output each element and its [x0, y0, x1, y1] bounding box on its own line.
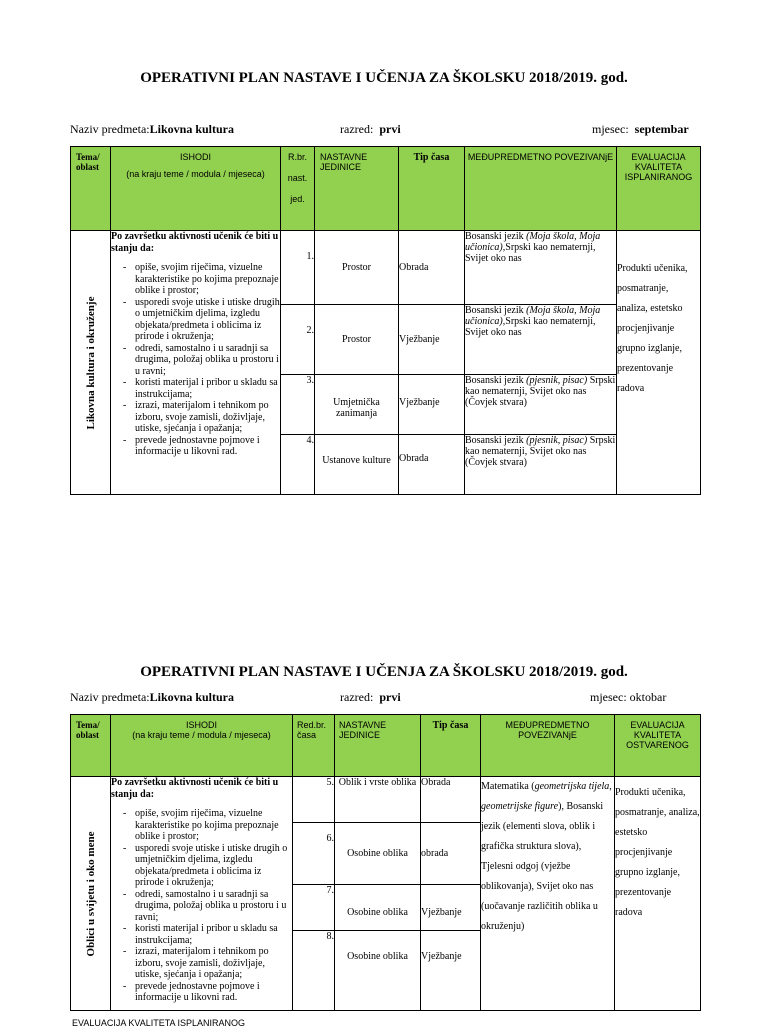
tip-cell: Obrada — [399, 435, 465, 495]
row-number: 1. — [281, 231, 315, 305]
list-item: - koristi materijal i pribor u skladu sa instrukcijama; — [135, 377, 280, 400]
header-tema: Tema/ oblast — [71, 715, 111, 777]
unit-cell: Osobine oblika — [335, 823, 421, 885]
medj-text: ,Srpski kao nematernji, Svijet oko nas — [465, 242, 596, 264]
header-row — [71, 715, 701, 777]
list-item: - opiše, svojim riječima, vizuelne karakteristike po kojima prepoznaje oblike i prostor; — [135, 808, 292, 843]
tip-cell: Vježbanje — [421, 931, 481, 1011]
subject-label: Naziv predmeta: — [70, 122, 150, 136]
row-number: 8. — [293, 931, 335, 1011]
table-row — [71, 231, 701, 305]
tip-cell: obrada — [421, 823, 481, 885]
medj-text: Bosanski jezik — [465, 435, 527, 446]
unit-cell: Prostor — [315, 305, 399, 375]
month-line — [590, 690, 666, 705]
ishodi-list — [111, 808, 292, 1004]
month-label: mjesec: — [592, 122, 629, 136]
ishodi-cell — [111, 777, 293, 1011]
ishodi-cell — [111, 231, 281, 495]
header-ishodi-title: ISHODI — [179, 152, 211, 162]
list-item: - koristi materijal i pribor u skladu sa instrukcijama; — [135, 923, 292, 946]
ishodi-intro: Po završetku aktivnosti učenik će biti u stanju da: — [111, 231, 279, 254]
list-item: - izrazi, materijalom i tehnikom po izboru, svoje zamisli, doživljaje, utiske, sjećanja i opažanja; — [135, 946, 292, 981]
subject-value: Likovna kultura — [149, 690, 235, 704]
medj-text: Srpski kao nematernji, Svijet oko nas (Čovjek stvara) — [465, 375, 616, 408]
row-number: 4. — [281, 435, 315, 495]
subject-value: Likovna kultura — [149, 122, 235, 136]
medj-text: Bosanski jezik — [465, 305, 527, 316]
row-number: 3. — [281, 375, 315, 435]
medj-italic: geometrijska tijela, geometrijske figure — [481, 781, 612, 812]
ishodi-intro: Po završetku aktivnosti učenik će biti u stanju da: — [111, 777, 279, 800]
theme-cell — [71, 231, 111, 495]
grade-label: razred: — [340, 122, 374, 136]
evaluation-cell: Produkti učenika, posmatranje, analiza, estetsko procjenjivanje grupno izglanje, prezentovanje radova — [617, 231, 701, 495]
header-tip: Tip časa — [399, 147, 465, 231]
header-rbr — [281, 147, 315, 231]
grade-label: razred: — [340, 690, 374, 704]
plan-table-october — [70, 714, 701, 1011]
unit-cell: Osobine oblika — [335, 885, 421, 931]
subject-label: Naziv predmeta: — [70, 690, 150, 704]
tip-cell: Vježbanje — [421, 885, 481, 931]
grade-line — [340, 122, 401, 137]
unit-cell: Osobine oblika — [335, 931, 421, 1011]
list-item: - opiše, svojim riječima, vizuelne karakteristike po kojima prepoznaje oblike i prostor; — [135, 262, 280, 297]
list-item: - prevede jednostavne pojmove i informacije u likovni rad. — [135, 981, 292, 1004]
header-rbr-2: nast. — [287, 173, 308, 183]
medj-cell — [481, 777, 615, 1011]
row-number: 6. — [293, 823, 335, 885]
header-rbr-3: jed. — [290, 194, 305, 204]
medj-cell — [465, 305, 617, 375]
row-number: 5. — [293, 777, 335, 823]
medj-cell — [465, 231, 617, 305]
list-item: - usporedi svoje utiske i utiske drugih o umjetničkim djelima, izgledu objekata/predmeta i oblicima iz prirode i okruženja; — [135, 843, 292, 889]
header-tip: Tip časa — [421, 715, 481, 777]
medj-text: ), Bosanski jezik (elementi slova, oblik i grafička struktura slova), Tjelesni odgoj (vježbe oblikovanja), Svijet oko nas (uočavanje različitih oblika u okruženju) — [481, 801, 604, 932]
plan-title-october: OPERATIVNI PLAN NASTAVE I UČENJA ZA ŠKOLSKU 2018/2019. god. — [140, 664, 628, 680]
header-medj: MEĐUPREDMETNO POVEZIVANjE — [481, 715, 615, 777]
grade-line — [340, 690, 401, 705]
medj-cell — [465, 375, 617, 435]
header-nastavne: NASTAVNE JEDINICE — [315, 147, 399, 231]
header-medj: MEĐUPREDMETNO POVEZIVANjE — [465, 147, 617, 231]
tip-cell: Vježbanje — [399, 375, 465, 435]
medj-text: ,Srpski kao nematernji, Svijet oko nas — [465, 316, 596, 338]
row-number: 2. — [281, 305, 315, 375]
list-item: - izrazi, materijalom i tehnikom po izboru, svoje zamisli, doživljaje, utiske, sjećanja i opažanja; — [135, 400, 280, 435]
header-eval: EVALUACIJA KVALITETA ISPLANIRANOG — [617, 147, 701, 231]
list-item: - prevede jednostavne pojmove i informacije u likovni rad. — [135, 435, 280, 458]
theme-label: Oblici u svijetu i oko mene — [84, 831, 97, 956]
plan-table-september — [70, 146, 701, 495]
bottom-note: EVALUACIJA KVALITETA ISPLANIRANOG — [72, 1018, 246, 1028]
month-line — [592, 122, 689, 137]
medj-text: Bosanski jezik — [465, 375, 527, 386]
ishodi-list — [111, 262, 280, 458]
header-row — [71, 147, 701, 231]
header-rbr: Red.br. časa — [293, 715, 335, 777]
medj-italic: (Moja škola, Moja učionica) — [465, 305, 601, 327]
table-row — [71, 777, 701, 823]
month-value: oktobar — [629, 690, 667, 704]
grade-value: prvi — [379, 122, 401, 136]
header-rbr-1: R.br. — [287, 152, 307, 162]
header-nastavne: NASTAVNE JEDINICE — [335, 715, 421, 777]
list-item: - odredi, samostalno i u saradnji sa drugima, položaj oblika u prostoru i u ravni; — [135, 889, 292, 924]
list-item: - odredi, samostalno i u saradnji sa drugima, položaj oblika u prostoru i u ravni; — [135, 343, 280, 378]
unit-cell: Oblik i vrste oblika — [335, 777, 421, 823]
medj-italic: (pjesnik, pisac) — [526, 375, 588, 386]
header-ishodi — [111, 715, 293, 777]
medj-text: Matematika ( — [481, 781, 535, 792]
header-ishodi-title: ISHODI — [185, 720, 217, 730]
grade-value: prvi — [379, 690, 401, 704]
tip-cell: Vježbanje — [399, 305, 465, 375]
header-eval: EVALUACIJA KVALITETA OSTVARENOG — [615, 715, 701, 777]
tip-cell: Obrada — [399, 231, 465, 305]
month-label: mjesec: — [590, 690, 627, 704]
header-ishodi-sub: (na kraju teme / modula / mjeseca) — [126, 169, 265, 179]
list-item: - usporedi svoje utiske i utiske drugih o umjetničkim djelima, izgledu objekata/predmeta i oblicima iz prirode i okruženja; — [135, 297, 280, 343]
medj-cell — [465, 435, 617, 495]
month-value: septembar — [634, 122, 689, 136]
unit-cell: Umjetnička zanimanja — [315, 375, 399, 435]
theme-label: Likovna kultura i okruženje — [84, 296, 97, 429]
unit-cell: Prostor — [315, 231, 399, 305]
subject-line — [70, 690, 234, 705]
row-number: 7. — [293, 885, 335, 931]
header-tema: Tema/ oblast — [71, 147, 111, 231]
medj-text: Srpski kao nematernji, Svijet oko nas (Čovjek stvara) — [465, 435, 616, 468]
medj-text: Bosanski jezik — [465, 231, 527, 242]
subject-line — [70, 122, 234, 137]
theme-cell — [71, 777, 111, 1011]
evaluation-cell: Produkti učenika, posmatranje, analiza, estetsko procjenjivanje grupno izglanje, prezentovanje radova — [615, 777, 701, 1011]
header-ishodi — [111, 147, 281, 231]
unit-cell: Ustanove kulture — [315, 435, 399, 495]
header-ishodi-sub: (na kraju teme / modula / mjeseca) — [132, 730, 271, 740]
plan-title-september: OPERATIVNI PLAN NASTAVE I UČENJA ZA ŠKOLSKU 2018/2019. god. — [140, 70, 628, 86]
tip-cell: Obrada — [421, 777, 481, 823]
medj-italic: (Moja škola, Moja učionica) — [465, 231, 601, 253]
medj-italic: (pjesnik, pisac) — [526, 435, 588, 446]
